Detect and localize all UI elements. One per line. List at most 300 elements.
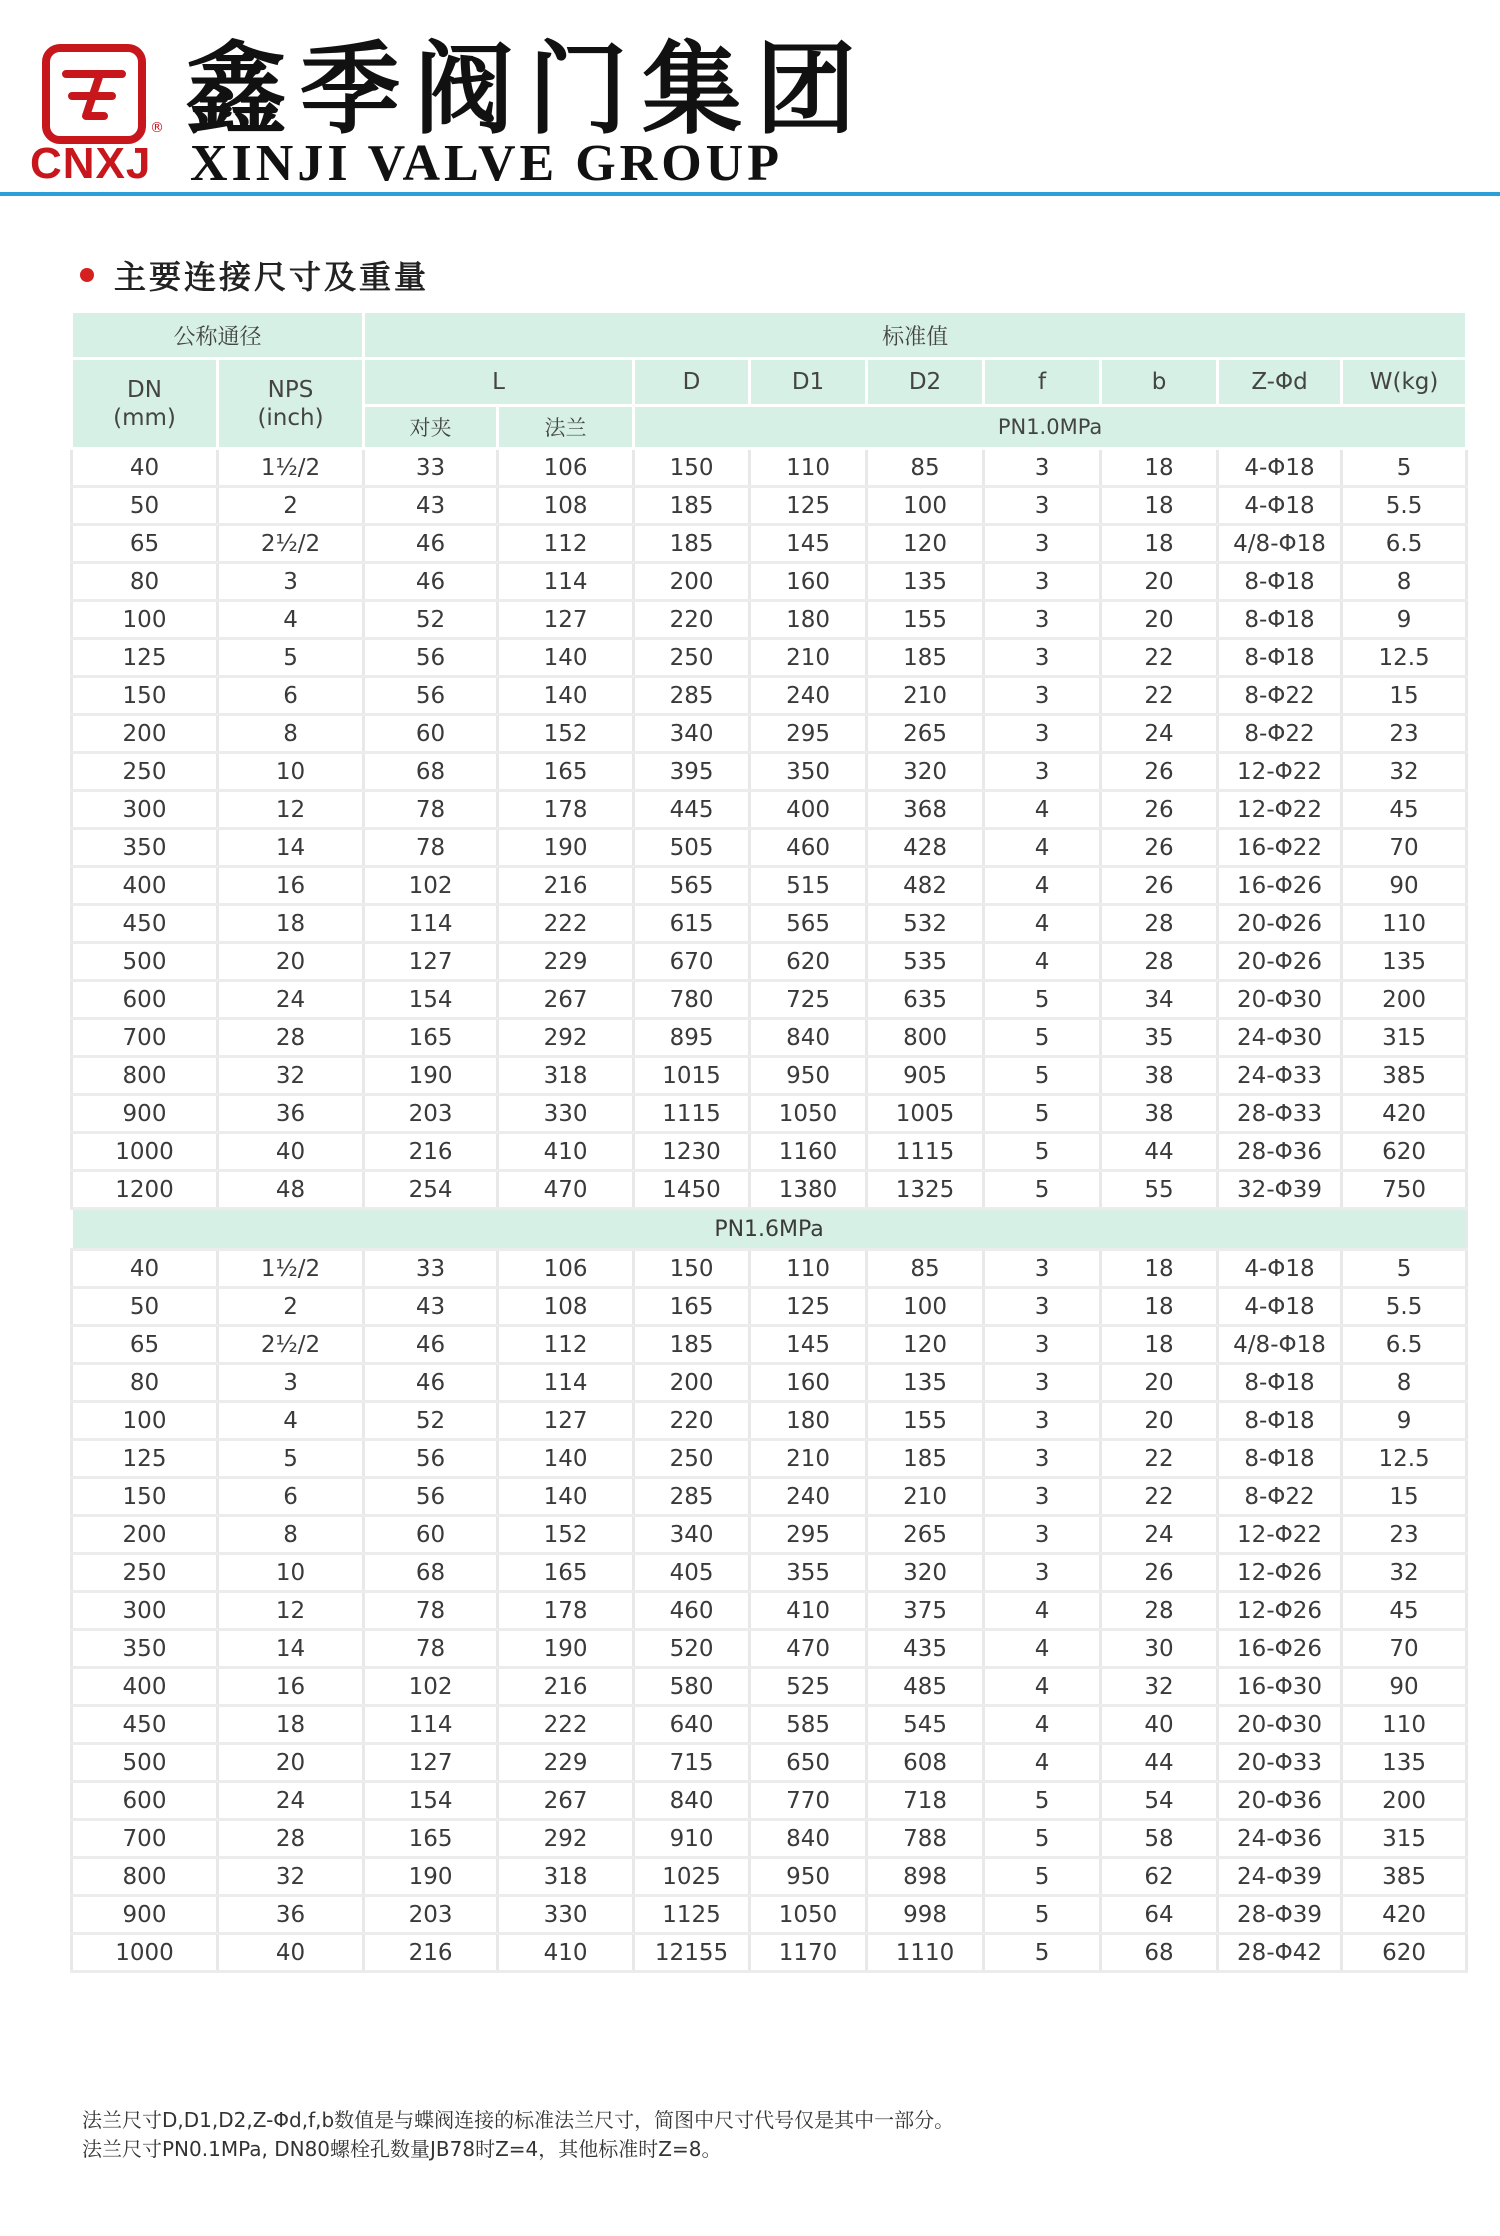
- table-cell: 5: [1342, 449, 1467, 487]
- table-row: [72, 1592, 1467, 1630]
- table-cell: 26: [1101, 753, 1218, 791]
- table-cell: 12155: [634, 1934, 750, 1972]
- table-cell: 185: [634, 1326, 750, 1364]
- table-cell: 8-Φ22: [1218, 715, 1342, 753]
- table-cell: 220: [634, 601, 750, 639]
- table-cell: 22: [1101, 677, 1218, 715]
- table-cell: 216: [364, 1133, 498, 1171]
- table-cell: 4: [218, 1402, 364, 1440]
- table-cell: 203: [364, 1095, 498, 1133]
- table-cell: 608: [867, 1744, 984, 1782]
- table-cell: 4-Φ18: [1218, 449, 1342, 487]
- table-cell: 1110: [867, 1934, 984, 1972]
- table-cell: 85: [867, 449, 984, 487]
- table-cell: 36: [218, 1095, 364, 1133]
- table-cell: 26: [1101, 1554, 1218, 1592]
- section-heading: [80, 252, 429, 298]
- table-cell: 135: [867, 563, 984, 601]
- table-cell: 520: [634, 1630, 750, 1668]
- table-cell: 32: [1342, 753, 1467, 791]
- table-cell: 3: [984, 1554, 1101, 1592]
- table-cell: 4-Φ18: [1218, 1250, 1342, 1288]
- table-cell: 3: [984, 1288, 1101, 1326]
- table-cell: 155: [867, 601, 984, 639]
- table-cell: 8-Φ18: [1218, 639, 1342, 677]
- table-cell: 10: [218, 753, 364, 791]
- table-cell: 285: [634, 677, 750, 715]
- table-cell: 395: [634, 753, 750, 791]
- table-cell: 5: [984, 1095, 1101, 1133]
- table-cell: 482: [867, 867, 984, 905]
- table-cell: 1380: [750, 1171, 867, 1209]
- table-cell: 108: [498, 487, 634, 525]
- table-row: [72, 1554, 1467, 1592]
- table-cell: 65: [72, 525, 218, 563]
- header-l: L: [364, 359, 634, 406]
- table-cell: 152: [498, 715, 634, 753]
- table-cell: 2½/2: [218, 1326, 364, 1364]
- table-cell: 8: [1342, 563, 1467, 601]
- footnote: 法兰尺寸PN0.1MPa, DN80螺栓孔数量JB78时Z=4，其他标准时Z=8。: [82, 2137, 722, 2161]
- table-cell: 200: [1342, 981, 1467, 1019]
- table-cell: 460: [634, 1592, 750, 1630]
- table-cell: 20: [1101, 601, 1218, 639]
- table-cell: 4: [218, 601, 364, 639]
- table-cell: 200: [72, 715, 218, 753]
- table-cell: 585: [750, 1706, 867, 1744]
- table-cell: 3: [984, 1402, 1101, 1440]
- table-cell: 780: [634, 981, 750, 1019]
- table-cell: 788: [867, 1820, 984, 1858]
- table-cell: 125: [72, 639, 218, 677]
- pressure-label-pn16: PN1.6MPa: [72, 1209, 1467, 1250]
- table-cell: 535: [867, 943, 984, 981]
- table-cell: 525: [750, 1668, 867, 1706]
- header-divider: [0, 192, 1500, 196]
- table-cell: 44: [1101, 1133, 1218, 1171]
- table-cell: 24-Φ39: [1218, 1858, 1342, 1896]
- table-cell: 20: [1101, 1402, 1218, 1440]
- table-cell: 240: [750, 1478, 867, 1516]
- table-cell: 840: [750, 1820, 867, 1858]
- table-cell: 190: [498, 1630, 634, 1668]
- table-cell: 1000: [72, 1133, 218, 1171]
- table-cell: 265: [867, 1516, 984, 1554]
- table-cell: 110: [1342, 905, 1467, 943]
- table-cell: 152: [498, 1516, 634, 1554]
- table-cell: 8-Φ18: [1218, 563, 1342, 601]
- table-row: [72, 1820, 1467, 1858]
- table-cell: 28: [1101, 1592, 1218, 1630]
- dimension-table: [70, 310, 1468, 1973]
- table-row: [72, 943, 1467, 981]
- table-row: [72, 1057, 1467, 1095]
- table-cell: 1200: [72, 1171, 218, 1209]
- table-cell: 43: [364, 487, 498, 525]
- table-cell: 4: [984, 1744, 1101, 1782]
- table-cell: 295: [750, 1516, 867, 1554]
- table-cell: 60: [364, 1516, 498, 1554]
- table-cell: 292: [498, 1820, 634, 1858]
- table-cell: 385: [1342, 1858, 1467, 1896]
- section-title: 主要连接尺寸及重量: [114, 258, 430, 296]
- table-cell: 150: [634, 1250, 750, 1288]
- table-cell: 5: [984, 1019, 1101, 1057]
- table-cell: 5: [984, 981, 1101, 1019]
- table-cell: 4: [984, 905, 1101, 943]
- table-cell: 100: [867, 1288, 984, 1326]
- table-cell: 114: [364, 905, 498, 943]
- table-cell: 52: [364, 601, 498, 639]
- table-cell: 165: [364, 1820, 498, 1858]
- table-cell: 3: [984, 1516, 1101, 1554]
- table-row: [72, 791, 1467, 829]
- table-cell: 102: [364, 867, 498, 905]
- table-cell: 135: [1342, 943, 1467, 981]
- table-cell: 60: [364, 715, 498, 753]
- table-cell: 140: [498, 1478, 634, 1516]
- table-cell: 250: [72, 1554, 218, 1592]
- table-cell: 900: [72, 1095, 218, 1133]
- table-cell: 114: [498, 563, 634, 601]
- table-cell: 4: [984, 829, 1101, 867]
- table-cell: 22: [1101, 1478, 1218, 1516]
- table-cell: 28-Φ36: [1218, 1133, 1342, 1171]
- table-cell: 350: [750, 753, 867, 791]
- table-cell: 56: [364, 639, 498, 677]
- table-cell: 285: [634, 1478, 750, 1516]
- table-cell: 112: [498, 525, 634, 563]
- table-cell: 229: [498, 1744, 634, 1782]
- header-weight: W(kg): [1342, 359, 1467, 406]
- table-cell: 85: [867, 1250, 984, 1288]
- table-cell: 14: [218, 829, 364, 867]
- table-cell: 318: [498, 1057, 634, 1095]
- table-cell: 32: [218, 1858, 364, 1896]
- table-cell: 165: [634, 1288, 750, 1326]
- table-cell: 35: [1101, 1019, 1218, 1057]
- table-cell: 250: [634, 639, 750, 677]
- table-cell: 38: [1101, 1057, 1218, 1095]
- table-cell: 3: [984, 601, 1101, 639]
- table-cell: 26: [1101, 791, 1218, 829]
- table-cell: 28: [1101, 905, 1218, 943]
- table-cell: 220: [634, 1402, 750, 1440]
- table-cell: 20: [1101, 1364, 1218, 1402]
- table-cell: 18: [1101, 525, 1218, 563]
- table-cell: 840: [634, 1782, 750, 1820]
- table-cell: 20-Φ26: [1218, 905, 1342, 943]
- company-name-en: XINJI VALVE GROUP: [190, 135, 783, 192]
- table-row: [72, 449, 1467, 487]
- table-cell: 160: [750, 563, 867, 601]
- table-cell: 3: [984, 449, 1101, 487]
- table-cell: 5: [984, 1934, 1101, 1972]
- table-cell: 505: [634, 829, 750, 867]
- table-cell: 267: [498, 981, 634, 1019]
- table-cell: 102: [364, 1668, 498, 1706]
- table-cell: 330: [498, 1095, 634, 1133]
- table-cell: 905: [867, 1057, 984, 1095]
- table-row: [72, 1402, 1467, 1440]
- table-cell: 8-Φ18: [1218, 1440, 1342, 1478]
- table-cell: 4/8-Φ18: [1218, 1326, 1342, 1364]
- table-cell: 127: [364, 943, 498, 981]
- table-cell: 998: [867, 1896, 984, 1934]
- table-cell: 44: [1101, 1744, 1218, 1782]
- table-cell: 4: [984, 1706, 1101, 1744]
- table-cell: 640: [634, 1706, 750, 1744]
- table-cell: 32: [1342, 1554, 1467, 1592]
- footnote: 法兰尺寸D,D1,D2,Z-Φd,f,b数值是与蝶阀连接的标准法兰尺寸，简图中尺寸代号仅是其中一部分。: [82, 2108, 955, 2132]
- table-cell: 80: [72, 1364, 218, 1402]
- table-row: [72, 1019, 1467, 1057]
- table-cell: 470: [750, 1630, 867, 1668]
- table-cell: 315: [1342, 1820, 1467, 1858]
- table-cell: 185: [867, 1440, 984, 1478]
- table-cell: 52: [364, 1402, 498, 1440]
- table-cell: 5: [218, 1440, 364, 1478]
- table-cell: 12.5: [1342, 1440, 1467, 1478]
- table-cell: 18: [1101, 487, 1218, 525]
- table-cell: 38: [1101, 1095, 1218, 1133]
- table-cell: 100: [867, 487, 984, 525]
- table-cell: 500: [72, 1744, 218, 1782]
- table-cell: 385: [1342, 1057, 1467, 1095]
- table-cell: 6: [218, 1478, 364, 1516]
- table-cell: 3: [984, 753, 1101, 791]
- table-cell: 9: [1342, 1402, 1467, 1440]
- table-cell: 450: [72, 905, 218, 943]
- table-cell: 68: [364, 1554, 498, 1592]
- table-cell: 24-Φ33: [1218, 1057, 1342, 1095]
- table-cell: 265: [867, 715, 984, 753]
- table-cell: 34: [1101, 981, 1218, 1019]
- table-cell: 485: [867, 1668, 984, 1706]
- table-cell: 145: [750, 525, 867, 563]
- table-row: [72, 1364, 1467, 1402]
- table-cell: 56: [364, 1478, 498, 1516]
- pn16-rows: [72, 1250, 1467, 1972]
- table-row: [72, 563, 1467, 601]
- table-cell: 200: [634, 1364, 750, 1402]
- table-cell: 32: [218, 1057, 364, 1095]
- table-cell: 78: [364, 1592, 498, 1630]
- table-cell: 1160: [750, 1133, 867, 1171]
- header-d1: D1: [750, 359, 867, 406]
- table-cell: 20: [1101, 563, 1218, 601]
- table-cell: 4-Φ18: [1218, 1288, 1342, 1326]
- table-cell: 5: [218, 639, 364, 677]
- table-cell: 350: [72, 829, 218, 867]
- header-standard-values: 标准值: [364, 312, 1467, 359]
- table-cell: 16: [218, 867, 364, 905]
- table-cell: 30: [1101, 1630, 1218, 1668]
- table-cell: 46: [364, 1326, 498, 1364]
- table-cell: 600: [72, 1782, 218, 1820]
- table-cell: 6.5: [1342, 1326, 1467, 1364]
- table-cell: 18: [1101, 1250, 1218, 1288]
- table-cell: 26: [1101, 829, 1218, 867]
- table-cell: 445: [634, 791, 750, 829]
- table-cell: 470: [498, 1171, 634, 1209]
- table-cell: 56: [364, 677, 498, 715]
- table-cell: 210: [750, 639, 867, 677]
- table-cell: 40: [218, 1133, 364, 1171]
- table-cell: 125: [750, 1288, 867, 1326]
- table-cell: 33: [364, 449, 498, 487]
- table-cell: 90: [1342, 1668, 1467, 1706]
- table-cell: 8-Φ18: [1218, 601, 1342, 639]
- table-cell: 405: [634, 1554, 750, 1592]
- table-cell: 580: [634, 1668, 750, 1706]
- header-nominal-size: 公称通径: [72, 312, 364, 359]
- table-cell: 200: [634, 563, 750, 601]
- table-cell: 222: [498, 905, 634, 943]
- table-cell: 840: [750, 1019, 867, 1057]
- table-cell: 6: [218, 677, 364, 715]
- table-cell: 40: [218, 1934, 364, 1972]
- table-cell: 150: [72, 677, 218, 715]
- table-cell: 24: [218, 1782, 364, 1820]
- table-cell: 23: [1342, 715, 1467, 753]
- table-cell: 28: [218, 1820, 364, 1858]
- table-row: [72, 1706, 1467, 1744]
- table-row: [72, 1516, 1467, 1554]
- table-cell: 46: [364, 525, 498, 563]
- table-cell: 318: [498, 1858, 634, 1896]
- table-cell: 216: [364, 1934, 498, 1972]
- table-cell: 24: [1101, 1516, 1218, 1554]
- table-cell: 46: [364, 563, 498, 601]
- table-cell: 620: [1342, 1934, 1467, 1972]
- table-cell: 320: [867, 753, 984, 791]
- table-cell: 400: [72, 1668, 218, 1706]
- table-cell: 185: [634, 487, 750, 525]
- table-cell: 4/8-Φ18: [1218, 525, 1342, 563]
- table-cell: 515: [750, 867, 867, 905]
- table-cell: 800: [867, 1019, 984, 1057]
- table-cell: 600: [72, 981, 218, 1019]
- table-cell: 127: [498, 601, 634, 639]
- table-cell: 64: [1101, 1896, 1218, 1934]
- table-cell: 3: [984, 1440, 1101, 1478]
- table-cell: 420: [1342, 1095, 1467, 1133]
- header-nps: NPS (inch): [218, 359, 364, 449]
- table-cell: 58: [1101, 1820, 1218, 1858]
- table-cell: 165: [498, 753, 634, 791]
- table-cell: 20-Φ30: [1218, 981, 1342, 1019]
- table-cell: 770: [750, 1782, 867, 1820]
- table-cell: 5: [984, 1782, 1101, 1820]
- table-cell: 68: [364, 753, 498, 791]
- table-cell: 8-Φ18: [1218, 1402, 1342, 1440]
- table-cell: 110: [750, 1250, 867, 1288]
- table-cell: 300: [72, 1592, 218, 1630]
- table-cell: 165: [364, 1019, 498, 1057]
- table-cell: 400: [750, 791, 867, 829]
- table-cell: 5: [984, 1896, 1101, 1934]
- table-cell: 368: [867, 791, 984, 829]
- table-cell: 3: [984, 487, 1101, 525]
- header: [0, 0, 1500, 200]
- table-cell: 340: [634, 715, 750, 753]
- brand-abbreviation: CNXJ: [30, 139, 152, 188]
- table-row: [72, 981, 1467, 1019]
- table-cell: 45: [1342, 791, 1467, 829]
- table-cell: 24: [218, 981, 364, 1019]
- table-cell: 5.5: [1342, 1288, 1467, 1326]
- table-cell: 3: [984, 1364, 1101, 1402]
- table-row: [72, 829, 1467, 867]
- table-cell: 1115: [634, 1095, 750, 1133]
- table-cell: 410: [750, 1592, 867, 1630]
- table-cell: 12-Φ26: [1218, 1554, 1342, 1592]
- table-row: [72, 639, 1467, 677]
- table-cell: 210: [750, 1440, 867, 1478]
- table-cell: 4-Φ18: [1218, 487, 1342, 525]
- table-cell: 222: [498, 1706, 634, 1744]
- table-cell: 20: [218, 1744, 364, 1782]
- table-cell: 20-Φ36: [1218, 1782, 1342, 1820]
- table-cell: 620: [1342, 1133, 1467, 1171]
- table-cell: 28-Φ33: [1218, 1095, 1342, 1133]
- table-cell: 78: [364, 791, 498, 829]
- table-row: [72, 1133, 1467, 1171]
- table-cell: 4: [984, 1630, 1101, 1668]
- table-row: [72, 525, 1467, 563]
- table-cell: 108: [498, 1288, 634, 1326]
- header-z-phid: Z-Φd: [1218, 359, 1342, 406]
- table-cell: 150: [72, 1478, 218, 1516]
- table-cell: 5: [984, 1820, 1101, 1858]
- table-cell: 15: [1342, 1478, 1467, 1516]
- header-b: b: [1101, 359, 1218, 406]
- table-cell: 46: [364, 1364, 498, 1402]
- table-cell: 165: [498, 1554, 634, 1592]
- table-cell: 56: [364, 1440, 498, 1478]
- table-cell: 50: [72, 1288, 218, 1326]
- table-cell: 1½/2: [218, 1250, 364, 1288]
- table-cell: 178: [498, 791, 634, 829]
- table-cell: 16-Φ22: [1218, 829, 1342, 867]
- table-cell: 28-Φ42: [1218, 1934, 1342, 1972]
- table-cell: 910: [634, 1820, 750, 1858]
- table-cell: 254: [364, 1171, 498, 1209]
- table-cell: 110: [750, 449, 867, 487]
- table-cell: 100: [72, 1402, 218, 1440]
- table-cell: 565: [750, 905, 867, 943]
- table-cell: 112: [498, 1326, 634, 1364]
- table-cell: 45: [1342, 1592, 1467, 1630]
- table-cell: 48: [218, 1171, 364, 1209]
- table-cell: 950: [750, 1057, 867, 1095]
- company-name-cn: 鑫季阀门集团: [186, 31, 870, 148]
- table-cell: 3: [984, 525, 1101, 563]
- table-cell: 54: [1101, 1782, 1218, 1820]
- table-cell: 4: [984, 791, 1101, 829]
- table-cell: 18: [1101, 1326, 1218, 1364]
- table-cell: 800: [72, 1057, 218, 1095]
- table-cell: 5: [984, 1133, 1101, 1171]
- table-cell: 20-Φ30: [1218, 1706, 1342, 1744]
- table-cell: 50: [72, 487, 218, 525]
- table-cell: 450: [72, 1706, 218, 1744]
- table-cell: 106: [498, 449, 634, 487]
- table-cell: 250: [634, 1440, 750, 1478]
- table-cell: 9: [1342, 601, 1467, 639]
- table-cell: 216: [498, 867, 634, 905]
